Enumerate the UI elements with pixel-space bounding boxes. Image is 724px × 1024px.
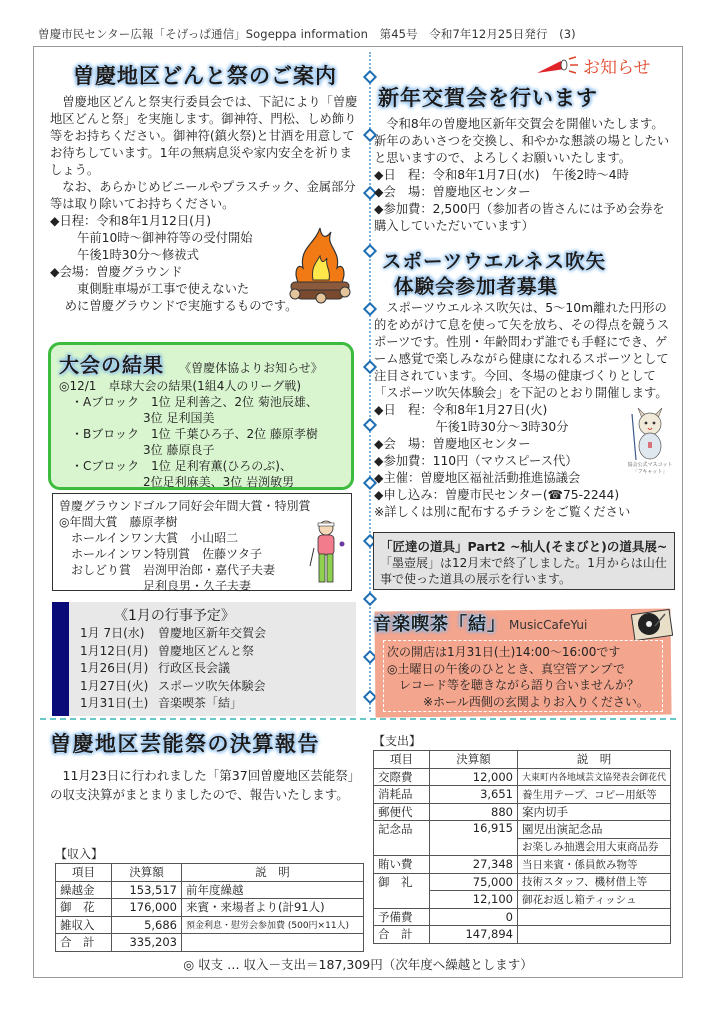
table-row: 繰越金 153,517 前年度繰越 [56, 881, 364, 899]
results-subtitle: 《曽慶体協よりお知らせ》 [179, 361, 323, 375]
sports-fukiya-section [374, 250, 674, 521]
table-row: 雑収入 5,686 預金利息・慰労会参加費 (500円×11人) [56, 916, 364, 934]
mascot-caption: 協会公式マスコット 「フキャット」 [627, 462, 673, 475]
bonfire-icon [285, 226, 355, 306]
budget-report-title: 曽慶地区芸能祭の決算報告 [50, 732, 320, 756]
results-row: 3位 足利国美 [59, 411, 215, 425]
newsletter-header: 曽慶市民センター広報「そげっぱ通信」Sogeppa information 第45号 令和7年12月25日発行 (3) [38, 27, 576, 41]
golf-row: ホールインワン大賞 小山昭二 [59, 531, 239, 545]
dontosai-para1: 曽慶地区どんと祭実行委員会では、下記により「曽慶地区どんと祭」を実施します。御神符、門松、しめ飾り等をお持ちください。御神符(鎮火祭)と甘酒を用意してお待ちしています。1年の無病息災や家内安全を祈りましょう。 [50, 95, 358, 177]
results-box [48, 342, 354, 490]
schedule-row: 1月27日(火) スポーツ吹矢体験会 [80, 678, 266, 693]
table-row: 合 計 147,894 [374, 926, 671, 944]
dontosai-venue-note: 東側駐車場が工事で使えないた [77, 282, 250, 296]
expense-table [373, 750, 671, 944]
sports-para: スポーツウエルネス吹矢は、5～10m離れた円形の的をめがけて息を使って矢を放ち、その得点を競うスポーツです。性別・年齢問わず誰でも手軽にでき、ゲーム感覚で楽しみながら健康になれるスポーツとして注目されています。今回、冬場の健康づくりとして「スポーツ吹矢体験会」を下記のとおり開催します。 [374, 301, 670, 400]
cafe-row: ◎土曜日の午後のひととき、真空管アンプで [387, 661, 625, 676]
results-row: ・Cブロック 1位 足利宥薫(ひろのぶ)、 [59, 459, 292, 473]
music-cafe-box [369, 604, 677, 716]
notice-tag [535, 53, 675, 79]
sports-apply: ◆申し込み：曽慶市民センター(☎75-2244) [374, 488, 620, 502]
table-row: 記念品 16,915 園児出演記念品 [374, 821, 671, 839]
cafe-row: レコード等を聴きながら語り合いませんか？ [387, 678, 640, 692]
table-row: 消耗品 3,651 養生用テープ、コピー用紙等 [374, 786, 671, 804]
results-row: ・Aブロック 1位 足利善之、2位 菊池辰雄、 [59, 395, 318, 409]
table-header-row: 項目 決算額 説 明 [56, 864, 364, 882]
takumi-exhibit-box [373, 532, 675, 590]
budget-report-section [50, 728, 368, 804]
table-row: 御 花 176,000 来賓・来場者より(計91人) [56, 899, 364, 917]
table-row: 12,100 御花お返し箱ティッシュ [374, 891, 671, 909]
takumi-title: 「匠達の道具」Part2 ~杣人(そまびと)の道具展~ [380, 539, 668, 554]
schedule-row: 1月12日(月) 曽慶地区どんと祭 [80, 643, 255, 658]
schedule-row: 1月 7日(水) 曽慶地区新年交賀会 [80, 626, 267, 640]
dontosai-venue: ◆会場：曽慶グラウンド [50, 265, 183, 279]
schedule-row: 1月26日(月) 行政区長会議 [80, 661, 231, 675]
table-row: 合 計 335,203 [56, 934, 364, 952]
january-schedule-box [52, 602, 356, 716]
golfer-illustration-icon [308, 518, 348, 588]
sports-title-1: スポーツウエルネス吹矢 [382, 250, 607, 273]
dontosai-venue-note: めに曽慶グラウンドで実施するものです。 [64, 299, 298, 313]
sports-host: ◆主催：曽慶地区福祉活動推進協議会 [374, 471, 581, 485]
newyear-section [374, 82, 674, 235]
sports-fee: ◆参加費：110円（マウスピース代） [374, 454, 578, 468]
golf-row: ホールインワン特別賞 佐藤ツタ子 [59, 547, 263, 561]
balance-summary: ◎ 収支 … 収入－支出＝187,309円（次年度へ繰越とします） [183, 957, 533, 972]
dontosai-schedule: ◆日程：令和8年1月12日(月) [50, 214, 212, 228]
section-divider [40, 718, 676, 720]
table-row: 予備費 0 [374, 908, 671, 926]
newyear-fee: ◆参加費：2,500円（参加者の皆さんには予め会券を購入していただいています） [374, 202, 665, 233]
sports-time: 午後1時30分～3時30分 [374, 420, 569, 434]
results-title: 大会の結果 [59, 353, 164, 377]
results-row: ・Bブロック 1位 千葉ひろ子、2位 藤原孝樹 [59, 427, 318, 441]
table-row: 郵便代 880 案内切手 [374, 803, 671, 821]
cat-mascot-icon [626, 402, 674, 462]
dontosai-schedule-line: 午前10時～御神符等の受付開始 [77, 231, 253, 245]
newyear-date: ◆日 程：令和8年1月7日(水) 午後2時～4時 [374, 168, 629, 182]
table-row: 交際費 12,000 大東町内各地域芸文協発表会御花代 [374, 768, 671, 786]
table-row: お楽しみ抽選会用大東商品券 [374, 838, 671, 856]
dontosai-schedule-line: 午後1時30分～修祓式 [77, 248, 199, 262]
takumi-body: 「墨壺展」は12月末で終了しました。1月からは山仕事で使った道具の展示を行います。 [380, 556, 667, 586]
sports-title-2: 体験会参加者募集 [394, 275, 559, 298]
budget-report-para: 11月23日に行われました「第37回曽慶地区芸能祭」の収支決算がまとまりましたので、報告いたします。 [50, 768, 361, 802]
table-row: 賄い費 27,348 当日来賓・係員飲み物等 [374, 856, 671, 874]
dontosai-title: 曽慶地区どんと祭のご案内 [73, 64, 337, 88]
notice-label: お知らせ [583, 58, 651, 78]
golf-awards-box [52, 493, 352, 591]
accent-bar [52, 602, 69, 716]
cafe-row: 次の開店は1月31日(土)14:00～16:00です [387, 645, 621, 659]
cafe-title: 音楽喫茶「結」 [373, 614, 506, 635]
golf-row: 足利良男・久子夫妻 [59, 579, 252, 593]
sports-date: ◆日 程：令和8年1月27日(火) [374, 403, 548, 417]
schedule-row: 1月31日(土) 音楽喫茶「結」 [80, 696, 243, 710]
results-row: 3位 藤原良子 [59, 443, 215, 457]
golf-row: ◎年間大賞 藤原孝樹 [59, 515, 178, 529]
table-header-row: 項目 決算額 説 明 [374, 751, 671, 769]
sports-note: ※詳しくは別に配布するチラシをご覧ください [374, 505, 631, 519]
newyear-title: 新年交賀会を行います [378, 86, 598, 110]
income-table [55, 863, 364, 952]
schedule-title: 《1月の行事予定》 [114, 608, 235, 624]
dontosai-para2: なお、あらかじめビニールやプラスチック、金属部分等は取り除いてお持ちください。 [50, 180, 356, 211]
sports-venue: ◆会 場：曽慶地区センター [374, 437, 531, 451]
golf-title: 曽慶グラウンドゴルフ同好会年間大賞・特別賞 [59, 499, 311, 513]
table-row: 御 礼 75,000 技術スタッフ、機材借上等 [374, 873, 671, 891]
expense-label: 【支出】 [373, 734, 422, 748]
newyear-para: 令和8年の曽慶地区新年交賀会を開催いたします。新年のあいさつを交換し、和やかな懇談の場としたいと思いますので、よろしくお願いいたします。 [374, 117, 670, 165]
income-table-block [55, 845, 364, 952]
newyear-venue: ◆会 場：曽慶地区センター [374, 185, 531, 199]
cafe-row: ※ホール西側の玄関よりお入りください。 [387, 694, 649, 709]
golf-row: おしどり賞 岩渕甲治郎・嘉代子夫妻 [59, 563, 276, 577]
expense-table-block [373, 732, 671, 944]
income-label: 【収入】 [55, 847, 104, 861]
results-row: ◎12/1 卓球大会の結果(1組4人のリーグ戦) [59, 379, 302, 393]
mascot-fukyatto [626, 402, 674, 484]
record-player-icon [631, 604, 673, 640]
cafe-title-en: MusicCafeYui [509, 618, 588, 632]
megaphone-icon [535, 55, 579, 77]
results-row: 2位足利麻美、3位 岩渕敏男 [59, 475, 295, 489]
